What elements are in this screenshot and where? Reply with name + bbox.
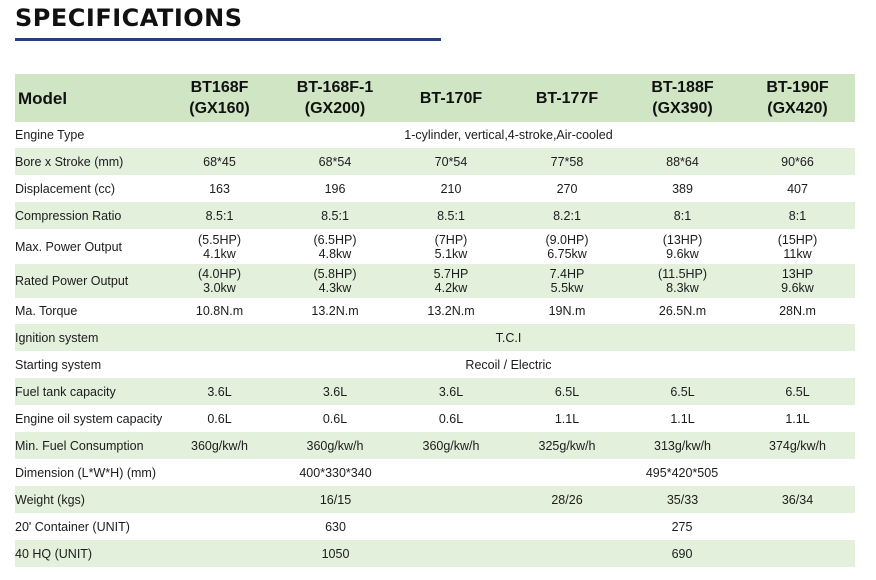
- header-model-label: Model: [15, 74, 162, 122]
- header-row: [15, 74, 855, 122]
- cell-value: 68*54: [277, 148, 393, 175]
- row-starting-system: [15, 351, 855, 378]
- cell-value: 400*330*340: [162, 459, 509, 486]
- row-label: Dimension (L*W*H) (mm): [15, 459, 162, 486]
- cell-value: [509, 264, 625, 298]
- power-kw: 11kw: [783, 246, 812, 261]
- power-hp: (9.0HP): [545, 232, 589, 247]
- row-fuel-consumption: [15, 432, 855, 459]
- header-model-1: [162, 74, 277, 122]
- cell-value: 1050: [162, 540, 509, 567]
- cell-value: 35/33: [625, 486, 740, 513]
- row-ignition-system: [15, 324, 855, 351]
- cell-value: 3.6L: [277, 378, 393, 405]
- row-displacement: [15, 175, 855, 202]
- row-max-torque: [15, 298, 855, 324]
- row-weight: [15, 486, 855, 513]
- power-hp: (6.5HP): [313, 232, 357, 247]
- model-name: BT-177F: [535, 89, 599, 107]
- cell-value: 360g/kw/h: [277, 432, 393, 459]
- power-hp: (13HP): [662, 232, 703, 247]
- model-equivalent: (GX160): [189, 100, 250, 117]
- power-kw: 8.3kw: [666, 281, 699, 295]
- row-engine-oil: [15, 405, 855, 432]
- cell-value: [393, 229, 509, 264]
- cell-value: 8.5:1: [277, 202, 393, 229]
- power-hp: 13HP: [781, 267, 814, 281]
- cell-value: [625, 264, 740, 298]
- cell-value: 70*54: [393, 148, 509, 175]
- row-engine-type: [15, 122, 855, 148]
- cell-value: 13.2N.m: [277, 298, 393, 324]
- cell-value: 0.6L: [393, 405, 509, 432]
- header-model-5: [625, 74, 740, 122]
- row-label: 20' Container (UNIT): [15, 513, 162, 540]
- cell-value: 3.6L: [162, 378, 277, 405]
- row-label: Fuel tank capacity: [15, 378, 162, 405]
- title-underline: [15, 38, 441, 41]
- cell-value: [277, 229, 393, 264]
- header-model-3: [393, 74, 509, 122]
- row-label: Displacement (cc): [15, 175, 162, 202]
- cell-value: 275: [509, 513, 855, 540]
- cell-value: T.C.I: [162, 324, 855, 351]
- cell-value: [277, 264, 393, 298]
- cell-value: Recoil / Electric: [162, 351, 855, 378]
- cell-value: 374g/kw/h: [740, 432, 855, 459]
- cell-value: 389: [625, 175, 740, 202]
- model-name: BT-190F: [766, 79, 829, 96]
- cell-value: 88*64: [625, 148, 740, 175]
- cell-value: 0.6L: [277, 405, 393, 432]
- cell-value: 270: [509, 175, 625, 202]
- row-compression-ratio: [15, 202, 855, 229]
- cell-value: 0.6L: [162, 405, 277, 432]
- cell-value: 1-cylinder, vertical,4-stroke,Air-cooled: [162, 122, 855, 148]
- cell-value: 8:1: [740, 202, 855, 229]
- model-name: BT-188F: [651, 79, 714, 96]
- row-label: Rated Power Output: [15, 264, 162, 298]
- cell-value: 690: [509, 540, 855, 567]
- cell-value: 19N.m: [509, 298, 625, 324]
- power-kw: 5.1kw: [434, 246, 468, 261]
- model-equivalent: (GX200): [304, 100, 366, 117]
- cell-value: [740, 229, 855, 264]
- power-kw: 3.0kw: [203, 281, 236, 295]
- cell-value: 77*58: [509, 148, 625, 175]
- row-label: Max. Power Output: [15, 229, 162, 264]
- cell-value: 196: [277, 175, 393, 202]
- row-label: Weight (kgs): [15, 486, 162, 513]
- cell-value: 13.2N.m: [393, 298, 509, 324]
- header-model-2: [277, 74, 393, 122]
- cell-value: 16/15: [162, 486, 509, 513]
- power-hp: 7.4HP: [549, 267, 585, 281]
- row-label: Ignition system: [15, 324, 162, 351]
- power-hp: (5.5HP): [197, 232, 242, 247]
- cell-value: [740, 264, 855, 298]
- cell-value: 8:1: [625, 202, 740, 229]
- cell-value: 90*66: [740, 148, 855, 175]
- cell-value: [162, 264, 277, 298]
- power-kw: 4.3kw: [318, 281, 352, 295]
- power-kw: 9.6kw: [666, 246, 699, 261]
- row-max-power: [15, 229, 855, 264]
- row-label: Bore x Stroke (mm): [15, 148, 162, 175]
- row-dimension: [15, 459, 855, 486]
- cell-value: 8.5:1: [162, 202, 277, 229]
- cell-value: [162, 229, 277, 264]
- power-hp: (5.8HP): [313, 267, 357, 281]
- cell-value: 1.1L: [740, 405, 855, 432]
- row-label: Ma. Torque: [15, 298, 162, 324]
- power-kw: 4.2kw: [434, 281, 468, 295]
- header-model-6: [740, 74, 855, 122]
- model-equivalent: (GX420): [767, 100, 828, 117]
- cell-value: 6.5L: [740, 378, 855, 405]
- cell-value: [625, 229, 740, 264]
- header-model-4: [509, 74, 625, 122]
- cell-value: 28/26: [509, 486, 625, 513]
- cell-value: 360g/kw/h: [393, 432, 509, 459]
- row-label: Engine oil system capacity: [15, 405, 162, 432]
- specifications-table: [15, 74, 855, 567]
- row-label: 40 HQ (UNIT): [15, 540, 162, 567]
- cell-value: 1.1L: [509, 405, 625, 432]
- model-name: BT168F: [190, 79, 249, 96]
- cell-value: 8.2:1: [509, 202, 625, 229]
- cell-value: [509, 229, 625, 264]
- cell-value: 1.1L: [625, 405, 740, 432]
- cell-value: 28N.m: [740, 298, 855, 324]
- cell-value: 10.8N.m: [162, 298, 277, 324]
- cell-value: 8.5:1: [393, 202, 509, 229]
- cell-value: 325g/kw/h: [509, 432, 625, 459]
- cell-value: 6.5L: [625, 378, 740, 405]
- power-kw: 6.75kw: [547, 246, 587, 261]
- cell-value: 68*45: [162, 148, 277, 175]
- power-hp: 5.7HP: [433, 267, 469, 281]
- cell-value: 36/34: [740, 486, 855, 513]
- power-hp: (11.5HP): [657, 267, 708, 281]
- cell-value: 630: [162, 513, 509, 540]
- cell-value: 210: [393, 175, 509, 202]
- power-hp: (7HP): [434, 232, 468, 247]
- cell-value: 6.5L: [509, 378, 625, 405]
- row-label: Compression Ratio: [15, 202, 162, 229]
- row-fuel-tank: [15, 378, 855, 405]
- cell-value: [393, 264, 509, 298]
- cell-value: 360g/kw/h: [162, 432, 277, 459]
- row-container-40hq: [15, 540, 855, 567]
- cell-value: 407: [740, 175, 855, 202]
- cell-value: 495*420*505: [509, 459, 855, 486]
- page-title: SPECIFICATIONS: [15, 4, 243, 32]
- power-hp: (4.0HP): [197, 267, 242, 281]
- power-kw: 5.5kw: [550, 281, 584, 295]
- power-hp: (15HP): [777, 232, 818, 247]
- power-kw: 9.6kw: [781, 281, 814, 295]
- row-label: Starting system: [15, 351, 162, 378]
- row-rated-power: [15, 264, 855, 298]
- cell-value: 3.6L: [393, 378, 509, 405]
- row-label: Engine Type: [15, 122, 162, 148]
- cell-value: 313g/kw/h: [625, 432, 740, 459]
- power-kw: 4.8kw: [318, 246, 352, 261]
- model-name: BT-168F-1: [296, 79, 374, 96]
- model-equivalent: (GX390): [652, 100, 713, 117]
- row-bore-stroke: [15, 148, 855, 175]
- cell-value: 26.5N.m: [625, 298, 740, 324]
- row-container-20: [15, 513, 855, 540]
- cell-value: 163: [162, 175, 277, 202]
- model-name: BT-170F: [419, 89, 483, 107]
- power-kw: 4.1kw: [203, 246, 236, 261]
- row-label: Min. Fuel Consumption: [15, 432, 162, 459]
